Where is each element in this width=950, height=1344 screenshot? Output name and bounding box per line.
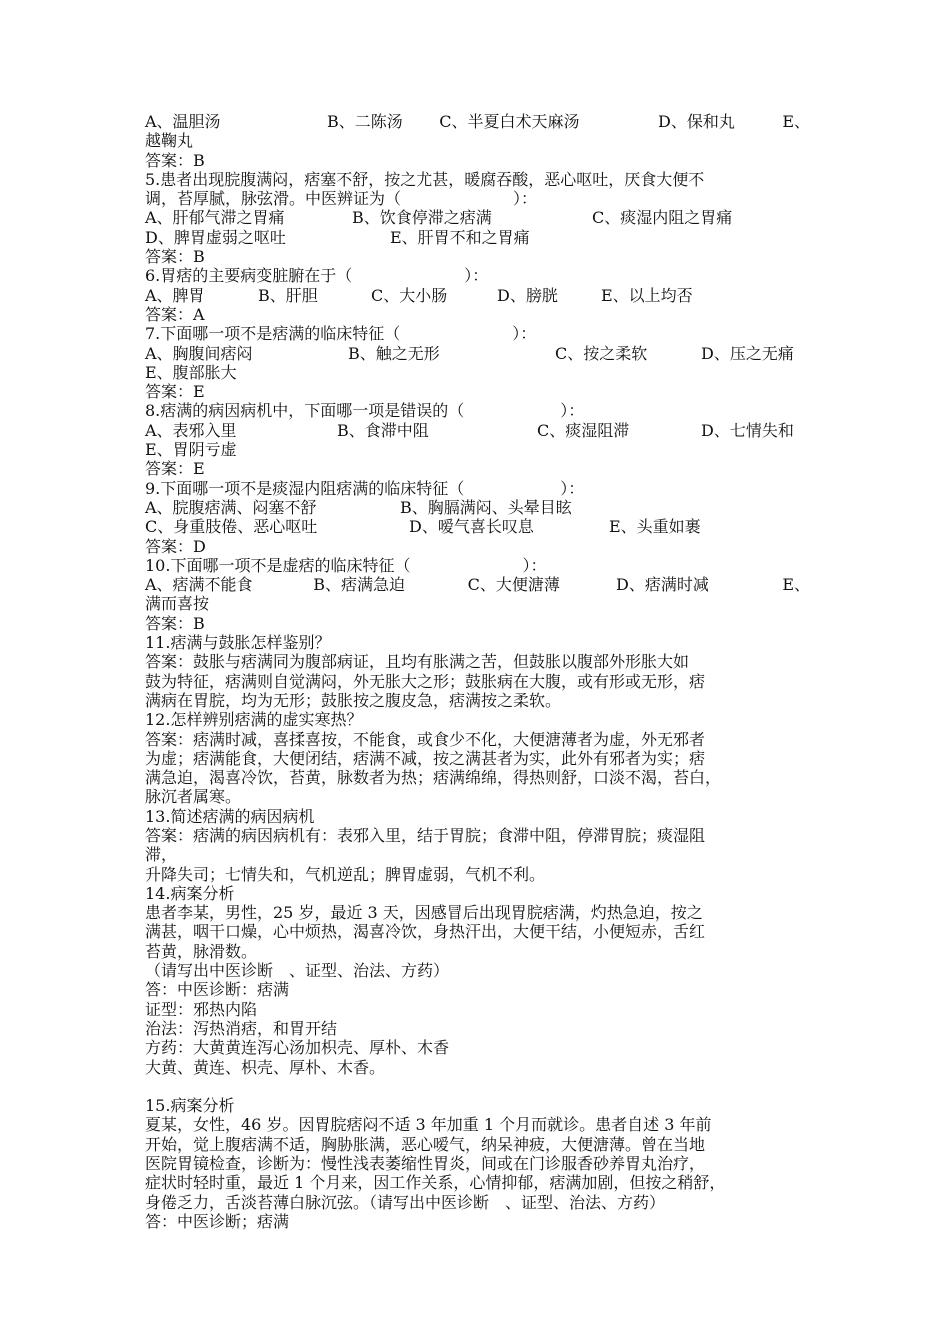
q6-option-e: E、以上均否: [601, 285, 693, 305]
q6-option-b: B、肝胆: [258, 285, 318, 305]
q7-option-a: A、胸腹间痞闷: [145, 343, 253, 363]
q13-answer-line: 答案：痞满的病因病机有：表邪入里，结于胃脘；食滞中阻，停滞胃脘；痰湿阻: [145, 825, 706, 845]
q15-case-line: 症状时轻时重，最近 1 个月来，因工作关系，心情抑郁，痞满加剧，但按之稍舒，: [145, 1173, 726, 1193]
q4-option-c: C、半夏白术天麻汤: [439, 112, 580, 131]
q9-option-b: B、胸膈满闷、头晕目眩: [400, 497, 572, 517]
q6-options: [145, 286, 810, 305]
q5-answer: 答案：B: [145, 247, 205, 267]
q15-case-line: 医院胃镜检查，诊断为：慢性浅表萎缩性胃炎，间或在门诊服香砂养胃丸治疗，: [145, 1154, 706, 1174]
q6-question: 6.胃痞的主要病变脏腑在于（ ）：: [145, 266, 489, 286]
q4-option-a: A、温胆汤: [145, 112, 221, 131]
q9-answer: 答案：D: [145, 536, 206, 556]
q5-option-b: B、饮食停滞之痞满: [352, 208, 492, 228]
q4-options-line2: 越鞠丸: [145, 131, 194, 151]
q14-case-line: 满甚，咽干口燥，心中烦热，渴喜冷饮，身热汗出，大便干结，小便短赤，舌红: [145, 922, 706, 942]
q10-option-a: A、痞满不能食: [145, 575, 253, 595]
q6-option-d: D、膀胱: [497, 285, 558, 305]
q15-title: 15.病案分析: [145, 1096, 235, 1116]
q14-answer-line: 大黄、黄连、枳壳、厚朴、木香。: [145, 1057, 386, 1077]
q14-answer-line: 证型：邪热内陷: [145, 999, 258, 1019]
q7-question: 7.下面哪一项不是痞满的临床特征（ ）：: [145, 324, 537, 344]
q7-option-d: D、压之无痛: [701, 343, 794, 363]
q7-answer: 答案：E: [145, 382, 205, 402]
q15-case-line: 开始，觉上腹痞满不适，胸胁胀满，恶心嗳气，纳呆神疲，大便溏薄。曾在当地: [145, 1134, 706, 1154]
q13-answer-line: 升降失司；七情失和，气机逆乱；脾胃虚弱，气机不利。: [145, 864, 546, 884]
q14-answer-line: 方药：大黄黄连泻心汤加枳壳、厚朴、木香: [145, 1038, 450, 1058]
q4-option-d: D、保和丸: [658, 112, 735, 131]
q5-options-line1: [145, 208, 810, 227]
q8-question: 8.痞满的病因病机中，下面哪一项是错误的（ ）：: [145, 401, 585, 421]
q5-question-line1: 5.患者出现脘腹满闷，痞塞不舒，按之尤甚，暖腐吞酸，恶心呕吐，厌食大便不: [145, 169, 705, 189]
q7-options-line1: [145, 344, 810, 363]
q10-answer: 答案：B: [145, 613, 205, 633]
q12-question: 12.怎样辨别痞满的虚实寒热？: [145, 710, 363, 730]
q10-options-line2: 满而喜按: [145, 594, 210, 614]
blank-line: [145, 1077, 810, 1096]
q6-option-a: A、脾胃: [145, 285, 205, 305]
q9-option-a: A、脘腹痞满、闷塞不舒: [145, 497, 317, 517]
q12-answer-line: 脉沉者属寒。: [145, 787, 242, 807]
q6-option-c: C、大小肠: [371, 285, 448, 305]
q14-case-line: 苔黄，脉滑数。: [145, 941, 258, 961]
q9-options-line1: [145, 498, 810, 517]
q10-question: 10.下面哪一项不是虚痞的临床特征（ ）：: [145, 555, 547, 575]
q9-option-e: E、头重如裹: [609, 517, 701, 537]
q9-question: 9.下面哪一项不是痰湿内阻痞满的临床特征（ ）：: [145, 478, 585, 498]
q5-option-c: C、痰湿内阻之胃痛: [592, 208, 733, 228]
q5-option-a: A、肝郁气滞之胃痛: [145, 208, 285, 228]
q7-option-b: B、触之无形: [348, 343, 440, 363]
q4-option-b: B、二陈汤: [326, 112, 403, 131]
q10-option-e: E、: [782, 575, 810, 595]
q10-options-line1: [145, 575, 810, 594]
q14-answer-line: 答：中医诊断：痞满: [145, 980, 290, 1000]
q11-question: 11.痞满与鼓胀怎样鉴别？: [145, 633, 331, 653]
q6-answer: 答案：A: [145, 304, 205, 324]
q7-options-line2: E、腹部胀大: [145, 362, 237, 382]
q9-option-c: C、身重肢倦、恶心呕吐: [145, 517, 318, 537]
q8-option-b: B、食滞中阻: [337, 420, 429, 440]
q12-answer-line: 为虚；痞满能食，大便闭结，痞满不减，按之满甚者为实，此外有邪者为实；痞: [145, 748, 706, 768]
q4-option-e: E、: [782, 112, 810, 131]
q14-case-line: 患者李某，男性，25 岁，最近 3 天，因感冒后出现胃脘痞满，灼热急迫，按之: [145, 903, 703, 923]
q14-title: 14.病案分析: [145, 883, 235, 903]
q15-case-line: 身倦乏力，舌淡苔薄白脉沉弦。（请写出中医诊断 、证型、治法、方药）: [145, 1192, 666, 1212]
q10-option-b: B、痞满急迫: [313, 575, 406, 595]
q9-options-line2: [145, 517, 810, 536]
q7-option-c: C、按之柔软: [555, 343, 648, 363]
q14-case-line: （请写出中医诊断 、证型、治法、方药）: [145, 961, 450, 981]
q8-option-c: C、痰湿阻滞: [537, 420, 630, 440]
q12-answer-line: 满急迫，渴喜冷饮，苔黄，脉数者为热；痞满绵绵，得热则舒，口淡不渴，苔白，: [145, 768, 722, 788]
q5-option-d: D、脾胃虚弱之呕吐: [145, 227, 286, 247]
q4-answer: 答案：B: [145, 150, 205, 170]
q8-answer: 答案：E: [145, 459, 205, 479]
q15-answer-line: 答：中医诊断；痞满: [145, 1211, 290, 1231]
q11-answer-line: 答案：鼓胀与痞满同为腹部病证，且均有胀满之苦，但鼓胀以腹部外形胀大如: [145, 652, 690, 672]
q10-option-c: C、大便溏薄: [467, 575, 560, 595]
q13-answer-line: 滞，: [145, 845, 178, 865]
q14-answer-line: 治法：泻热消痞，和胃开结: [145, 1018, 338, 1038]
q15-case-line: 夏某，女性，46 岁。因胃脘痞闷不适 3 年加重 1 个月而就诊。患者自述 3 年前: [145, 1115, 712, 1135]
q5-options-line2: [145, 228, 810, 247]
q10-option-d: D、痞满时减: [616, 575, 709, 595]
q11-answer-line: 鼓为特征，痞满则自觉满闷，外无胀大之形；鼓胀病在大腹，或有形或无形，痞: [145, 671, 706, 691]
q8-options-line2: E、胃阴亏虚: [145, 440, 237, 460]
q5-question-line2: 调，苔厚腻，脉弦滑。中医辨证为（ ）：: [145, 189, 538, 209]
q8-options-line1: [145, 421, 810, 440]
q12-answer-line: 答案：痞满时减，喜揉喜按，不能食，或食少不化，大便溏薄者为虚，外无邪者: [145, 729, 706, 749]
q5-option-e: E、肝胃不和之胃痛: [390, 227, 530, 247]
q8-option-a: A、表邪入里: [145, 420, 237, 440]
q11-answer-line: 满病在胃脘，均为无形；鼓胀按之腹皮急，痞满按之柔软。: [145, 690, 562, 710]
q9-option-d: D、嗳气喜长叹息: [409, 517, 534, 537]
q8-option-d: D、七情失和: [701, 420, 794, 440]
document-page: [145, 112, 810, 1231]
q13-question: 13.简述痞满的病因病机: [145, 806, 315, 826]
q4-options-line1: [145, 112, 810, 131]
